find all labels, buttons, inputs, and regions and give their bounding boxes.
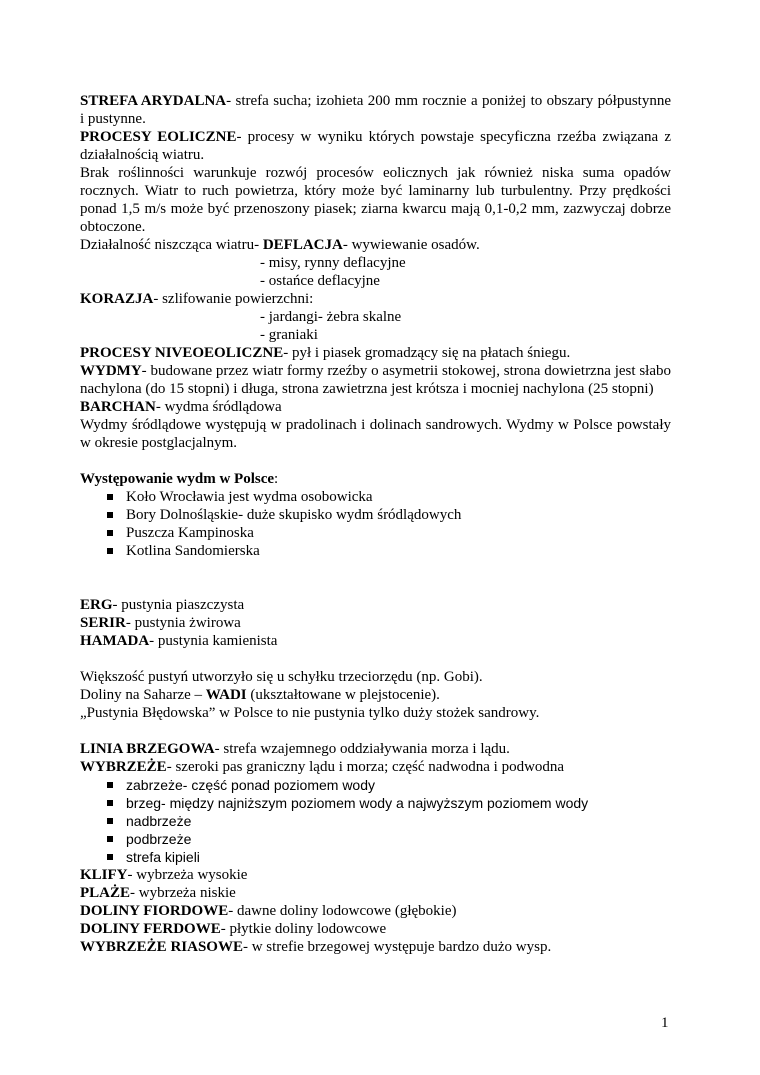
def-doliny-fiordowe: DOLINY FIORDOWE- dawne doliny lodowcowe (głębokie): [80, 903, 457, 919]
def-procesy-eoliczne: PROCESY EOLICZNE- procesy w wyniku których powstaje specyficzna rzeźba związana z działalnością wiatru.: [80, 129, 671, 163]
def-plaze: PLAŻE- wybrzeża niskie: [80, 885, 236, 901]
def-korazja: KORAZJA- szlifowanie powierzchni:: [80, 291, 314, 307]
paragraph-roslinnosc: Brak roślinności warunkuje rozwój procesów eolicznych jak również niska suma opadów rocznych. Wiatr to ruch powietrza, który może być laminarny lub turbulentny. Przy prędkości ponad 1,5 m/s może być przenoszony piasek; ziarna kwarcu mają 0,1-0,2 mm, zazwyczaj dobrze obtoczone.: [80, 165, 671, 235]
def-niveoeoliczne: PROCESY NIVEOEOLICZNE- pył i piasek gromadzący się na płatach śniegu.: [80, 345, 571, 361]
list-item: brzeg- między najniższym poziomem wody a najwyższym poziomem wody: [80, 794, 671, 812]
deflacja-item: - ostańce deflacyjne: [260, 273, 380, 289]
def-erg: ERG- pustynia piaszczysta: [80, 597, 245, 613]
def-hamada: HAMADA- pustynia kamienista: [80, 633, 278, 649]
wystepowanie-list: [80, 488, 671, 560]
def-wydmy: WYDMY- budowane przez wiatr formy rzeźby o asymetrii stokowej, strona dowietrzna jest słabo nachylona (do 15 stopni) i długa, strona zawietrzna jest krótsza i mocniej nachylona (25 stopni): [80, 363, 671, 397]
korazja-item: - graniaki: [260, 327, 318, 343]
list-item: Koło Wrocławia jest wydma osobowicka: [80, 488, 671, 506]
def-strefa-arydalna: STREFA ARYDALNA- strefa sucha; izohieta 200 mm rocznie a poniżej to obszary półpustynne i pustynne.: [80, 93, 672, 127]
def-wybrzeze: WYBRZEŻE- szeroki pas graniczny lądu i morza; część nadwodna i podwodna: [80, 759, 565, 775]
document-body: [80, 92, 671, 956]
note-pustynie-trzeciorzed: Większość pustyń utworzyło się u schyłku trzeciorzędu (np. Gobi).: [80, 669, 483, 685]
def-klify: KLIFY- wybrzeża wysokie: [80, 867, 248, 883]
list-item: strefa kipieli: [80, 848, 671, 866]
korazja-item: - jardangi- żebra skalne: [260, 309, 402, 325]
list-item: nadbrzeże: [80, 812, 671, 830]
wybrzeze-list: [80, 776, 671, 866]
def-serir: SERIR- pustynia żwirowa: [80, 615, 241, 631]
deflacja-item: - misy, rynny deflacyjne: [260, 255, 406, 271]
def-doliny-ferdowe: DOLINY FERDOWE- płytkie doliny lodowcowe: [80, 921, 387, 937]
page-number: 1: [661, 1015, 669, 1031]
list-item: podbrzeże: [80, 830, 671, 848]
def-linia-brzegowa: LINIA BRZEGOWA- strefa wzajemnego oddziaływania morza i lądu.: [80, 741, 510, 757]
note-pustynia-bledowska: „Pustynia Błędowska” w Polsce to nie pustynia tylko duży stożek sandrowy.: [80, 705, 540, 721]
list-item: Kotlina Sandomierska: [80, 542, 671, 560]
def-deflacja: Działalność niszcząca wiatru- DEFLACJA- wywiewanie osadów.: [80, 237, 480, 253]
def-barchan: BARCHAN- wydma śródlądowa: [80, 399, 282, 415]
list-item: Bory Dolnośląskie- duże skupisko wydm śródlądowych: [80, 506, 671, 524]
paragraph-wydmy-polska: Wydmy śródlądowe występują w pradolinach i dolinach sandrowych. Wydmy w Polsce powstały w okresie postglacjalnym.: [80, 417, 671, 451]
list-item: zabrzeże- część ponad poziomem wody: [80, 776, 671, 794]
list-item: Puszcza Kampinoska: [80, 524, 671, 542]
def-wybrzeze-riasowe: WYBRZEŻE RIASOWE- w strefie brzegowej występuje bardzo dużo wysp.: [80, 939, 552, 955]
heading-wystepowanie: Występowanie wydm w Polsce:: [80, 471, 279, 487]
note-wadi: Doliny na Saharze – WADI (ukształtowane w plejstocenie).: [80, 687, 440, 703]
